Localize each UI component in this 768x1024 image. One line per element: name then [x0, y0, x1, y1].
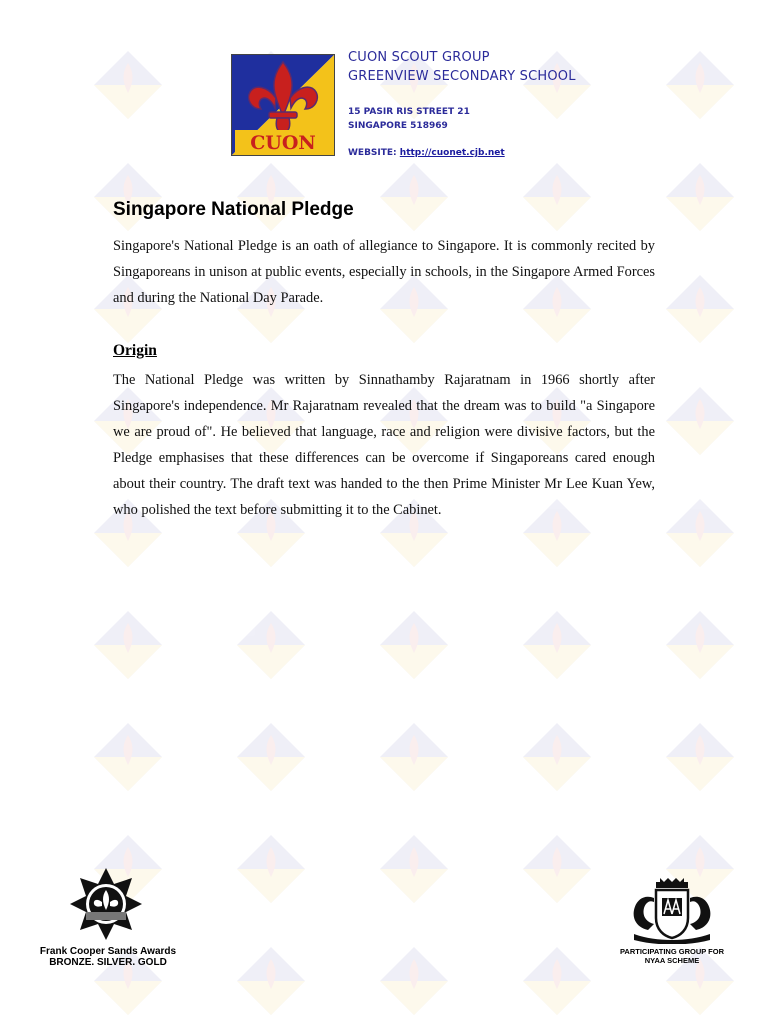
award-emblem-icon — [68, 866, 144, 942]
page-title: Singapore National Pledge — [113, 199, 354, 220]
website-row — [348, 148, 505, 158]
website-label: WEBSITE: — [348, 148, 397, 158]
cuon-logo-icon — [231, 54, 335, 156]
award-line-2: BRONZE. SILVER. GOLD — [49, 957, 167, 968]
nyaa-crest-icon — [626, 878, 718, 944]
website-link[interactable]: http://cuonet.cjb.net — [399, 148, 505, 158]
address-line-2: SINGAPORE 518969 — [348, 121, 448, 131]
award-caption — [20, 946, 196, 968]
group-name: CUON SCOUT GROUP — [348, 50, 490, 65]
origin-heading: Origin — [113, 342, 157, 359]
origin-paragraph: The National Pledge was written by Sinnathamby Rajaratnam in 1966 shortly after Singapore's independence. Mr Rajaratnam revealed that the dream was to build "a Singapore we are proud of". He believed that language, race and religion were divisive factors, but the Pledge emphasises that these differences can be overcome if Singaporeans cared enough about their country. The draft text was handed to the then Prime Minister Mr Lee Kuan Yew, who polished the text before submitting it to the Cabinet. — [113, 372, 655, 518]
award-line-1: Frank Cooper Sands Awards — [39, 946, 177, 957]
address-line-1: 15 PASIR RIS STREET 21 — [348, 107, 470, 117]
nyaa-line-2: NYAA SCHEME — [644, 955, 700, 965]
nyaa-caption — [608, 948, 736, 965]
nyaa-line-1: PARTICIPATING GROUP FOR — [619, 947, 725, 956]
logo-text: CUON — [250, 132, 316, 154]
intro-paragraph: Singapore's National Pledge is an oath of allegiance to Singapore. It is commonly recited by Singaporeans in unison at public events, especially in schools, in the Singapore Armed Forces and during the National Day Parade. — [113, 238, 655, 306]
school-name: GREENVIEW SECONDARY SCHOOL — [348, 69, 576, 84]
